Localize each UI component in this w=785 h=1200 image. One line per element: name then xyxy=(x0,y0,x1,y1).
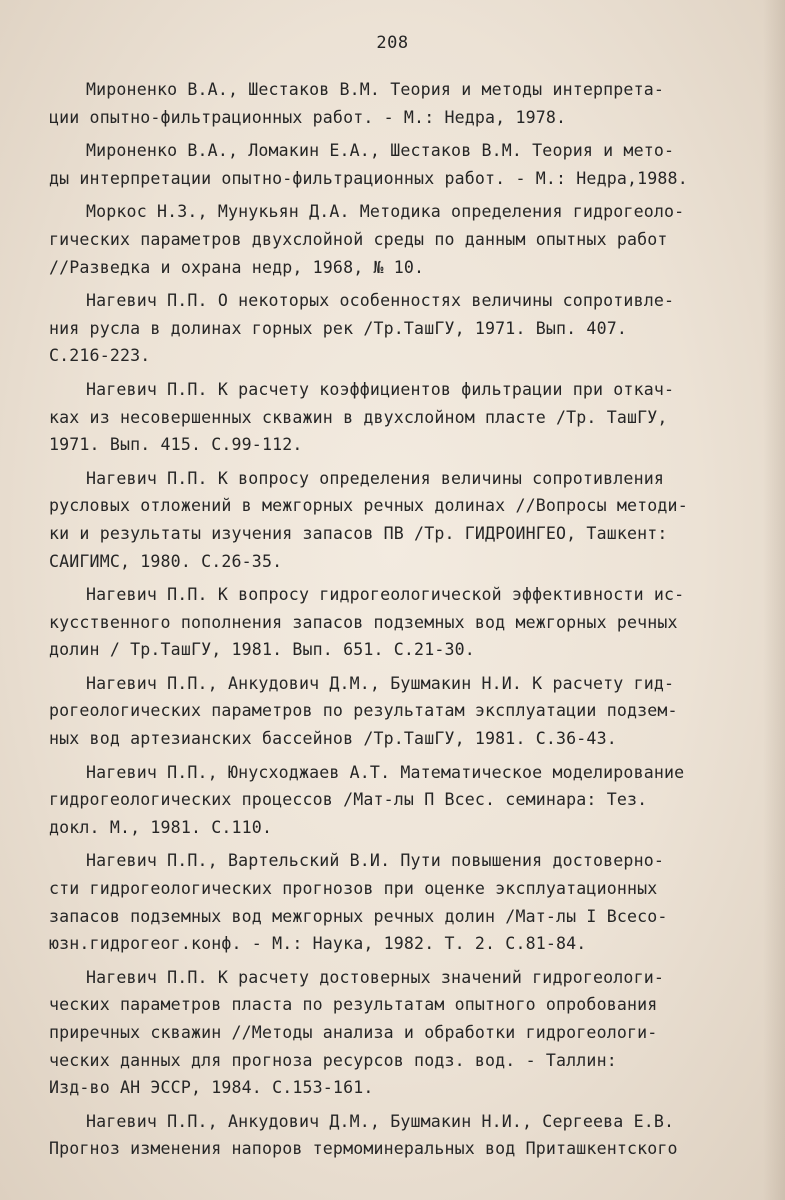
reference-entry xyxy=(0,465,785,575)
reference-line: Мироненко В.А., Шестаков В.М. Теория и методы интерпрета- xyxy=(86,80,664,99)
reference-entry xyxy=(0,1108,785,1163)
reference-line: приречных скважин //Методы анализа и обработки гидрогеологи- xyxy=(49,1023,658,1042)
reference-list xyxy=(0,76,785,1169)
reference-line: юзн.гидрогеог.конф. - М.: Наука, 1982. Т. 2. С.81-84. xyxy=(49,934,587,954)
reference-line: Нагевич П.П. К расчету достоверных значений гидрогеологи- xyxy=(86,967,664,987)
reference-line: САИГИМС, 1980. С.26-35. xyxy=(49,551,283,571)
reference-line: //Разведка и охрана недр, 1968, № 10. xyxy=(49,257,425,277)
reference-line: Прогноз изменения напоров термоминеральных вод Приташкентского xyxy=(49,1139,678,1159)
reference-line: Нагевич П.П., Юнусходжаев А.Т. Математическое моделирование xyxy=(86,762,685,782)
reference-entry xyxy=(0,137,785,192)
reference-line: докл. М., 1981. С.110. xyxy=(49,817,273,837)
reference-line: ческих данных для прогноза ресурсов подз. вод. - Таллин: xyxy=(49,1050,617,1070)
reference-line: Моркос Н.З., Мунукьян Д.А. Методика определения гидрогеоло- xyxy=(86,202,685,222)
reference-line: ды интерпретации опытно-фильтрационных работ. - М.: Недра,1988. xyxy=(49,168,688,188)
reference-line: Нагевич П.П. О некоторых особенностях величины сопротивле- xyxy=(86,291,675,311)
reference-line: Изд-во АН ЭССР, 1984. С.153-161. xyxy=(49,1078,374,1098)
reference-line: ных вод артезианских бассейнов /Тр.ТашГУ, 1981. С.36-43. xyxy=(49,729,617,749)
reference-line: Нагевич П.П. К вопросу гидрогеологической эффективности ис- xyxy=(86,585,685,605)
reference-entry xyxy=(0,759,785,842)
reference-line: С.216-223. xyxy=(49,346,151,366)
reference-line: ки и результаты изучения запасов ПВ /Тр. ГИДРОИНГЕО, Ташкент: xyxy=(49,523,668,543)
reference-line: Нагевич П.П., Анкудович Д.М., Бушмакин Н.И. К расчету гид- xyxy=(86,673,675,693)
reference-entry xyxy=(0,198,785,281)
reference-line: Нагевич П.П., Анкудович Д.М., Бушмакин Н.И., Сергеева Е.В. xyxy=(86,1111,675,1131)
reference-line: 1971. Вып. 415. С.99-112. xyxy=(49,435,303,455)
reference-line: Мироненко В.А., Ломакин Е.А., Шестаков В.М. Теория и мето- xyxy=(86,141,675,161)
reference-line: долин / Тр.ТашГУ, 1981. Вып. 651. С.21-30. xyxy=(49,640,475,660)
reference-line: Нагевич П.П., Вартельский В.И. Пути повышения достоверно- xyxy=(86,851,664,871)
page-number: 208 xyxy=(376,33,409,53)
reference-entry xyxy=(0,847,785,957)
reference-line: рогеологических параметров по результатам эксплуатации подзем- xyxy=(49,701,678,721)
reference-line: ния русла в долинах горных рек /Тр.ТашГУ, 1971. Вып. 407. xyxy=(49,318,627,338)
reference-entry xyxy=(0,581,785,664)
reference-line: ции опытно-фильтрационных работ. - М.: Недра, 1978. xyxy=(49,107,567,127)
reference-line: гидрогеологических процессов /Мат-лы П Всес. семинара: Тез. xyxy=(49,790,648,810)
reference-line: русловых отложений в межгорных речных долинах //Вопросы методи- xyxy=(49,496,688,516)
reference-entry xyxy=(0,376,785,459)
reference-entry xyxy=(0,670,785,753)
reference-line: запасов подземных вод межгорных речных долин /Мат-лы I Всесо- xyxy=(49,906,668,926)
reference-entry xyxy=(0,76,785,131)
reference-line: сти гидрогеологических прогнозов при оценке эксплуатационных xyxy=(49,879,658,899)
reference-line: ках из несовершенных скважин в двухслойном пласте /Тр. ТашГУ, xyxy=(49,407,668,427)
reference-entry xyxy=(0,964,785,1102)
reference-line: Нагевич П.П. К расчету коэффициентов фильтрации при откач- xyxy=(86,379,675,399)
reference-line: ческих параметров пласта по результатам опытного опробования xyxy=(49,995,658,1015)
reference-entry xyxy=(0,287,785,370)
reference-line: гических параметров двухслойной среды по данным опытных работ xyxy=(49,229,668,249)
reference-line: Нагевич П.П. К вопросу определения величины сопротивления xyxy=(86,468,664,488)
reference-line: кусственного пополнения запасов подземных вод межгорных речных xyxy=(49,612,678,632)
